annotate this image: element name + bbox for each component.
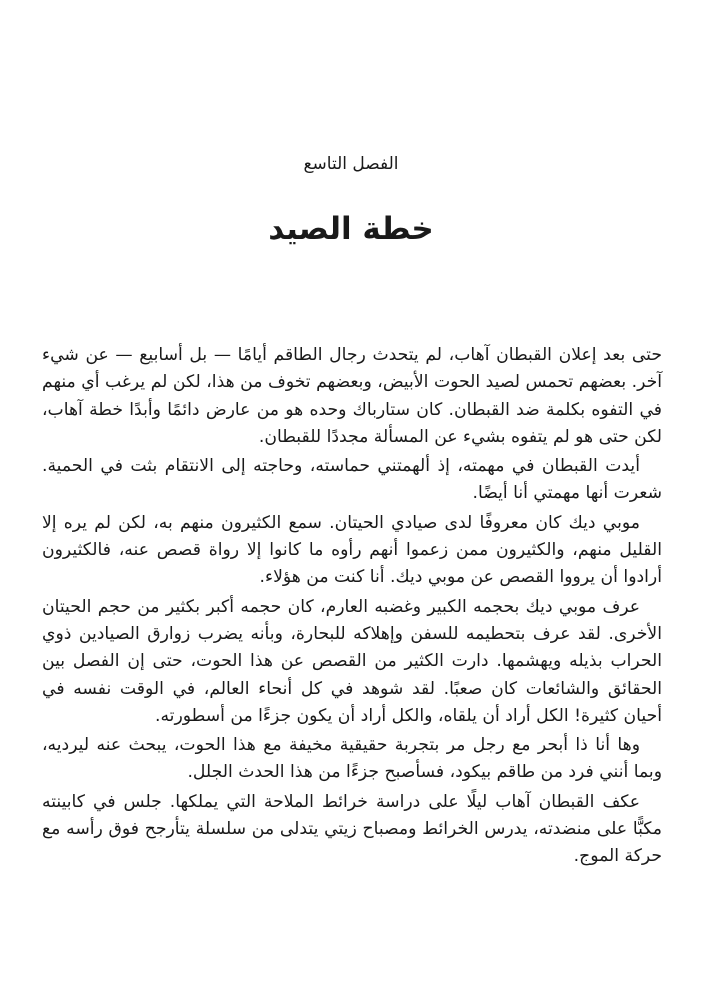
paragraph: عرف موبي ديك بحجمه الكبير وغضبه العارم، كان حجمه أكبر بكثير من حجم الحيتان الأخرى. لقد عرف بتحطيمه للسفن وإهلاكه للبحارة، وبأنه يضرب زوارق الصيادين ذوي الحراب بذيله ويهشمها. دارت الكثير من القصص عن هذا الحوت، حتى إن الفصل بين الحقائق والشائعات كان صعبًا. لقد شوهد في كل أنحاء العالم، في الوقت نفسه في أحيان كثيرة! الكل أراد أن يلقاه، والكل أراد أن يكون جزءًا من أسطورته. [42, 596, 662, 726]
paragraph: موبي ديك كان معروفًا لدى صيادي الحيتان. سمع الكثيرون منهم به، لكن لم يره إلا القليل منهم، والكثيرون ممن زعموا أنهم رأوه ما كانوا إلا رواة قصص عنه، فالكثيرون أرادوا أن يرووا القصص عن موبي ديك. أنا كنت من هؤلاء. [42, 512, 662, 588]
chapter-body [42, 342, 662, 873]
paragraph: حتى بعد إعلان القبطان آهاب، لم يتحدث رجال الطاقم أيامًا — بل أسابيع — عن شيء آخر. بعضهم تحمس لصيد الحوت الأبيض، وبعضهم تخوف من هذا، لكن لم يرغب أي منهم في التفوه بكلمة ضد القبطان. كان ستارباك وحده هو من عارض دائمًا وأبدًا خطة آهاب، لكن حتى هو لم يتفوه بشيء عن المسألة مجددًا للقبطان. [42, 345, 662, 447]
paragraph: وها أنا ذا أبحر مع رجل مر بتجربة حقيقية مخيفة مع هذا الحوت، يبحث عنه ليرديه، وبما أنني فرد من طاقم بيكود، فسأصبح جزءًا من هذا الحدث الجلل. [42, 735, 662, 783]
chapter-number: الفصل التاسع [303, 154, 399, 174]
paragraph: عكف القبطان آهاب ليلًا على دراسة خرائط الملاحة التي يملكها. جلس في كابينته مكبًّا على منضدته، يدرس الخرائط ومصباح زيتي يتدلى من سلسلة يتأرجح فوق رأسه مع حركة الموج. [42, 791, 662, 867]
paragraph: أيدت القبطان في مهمته، إذ ألهمتني حماسته، وحاجته إلى الانتقام بثت في الحمية. شعرت أنها مهمتي أنا أيضًا. [42, 456, 662, 504]
chapter-title: خطة الصيد [268, 211, 434, 247]
